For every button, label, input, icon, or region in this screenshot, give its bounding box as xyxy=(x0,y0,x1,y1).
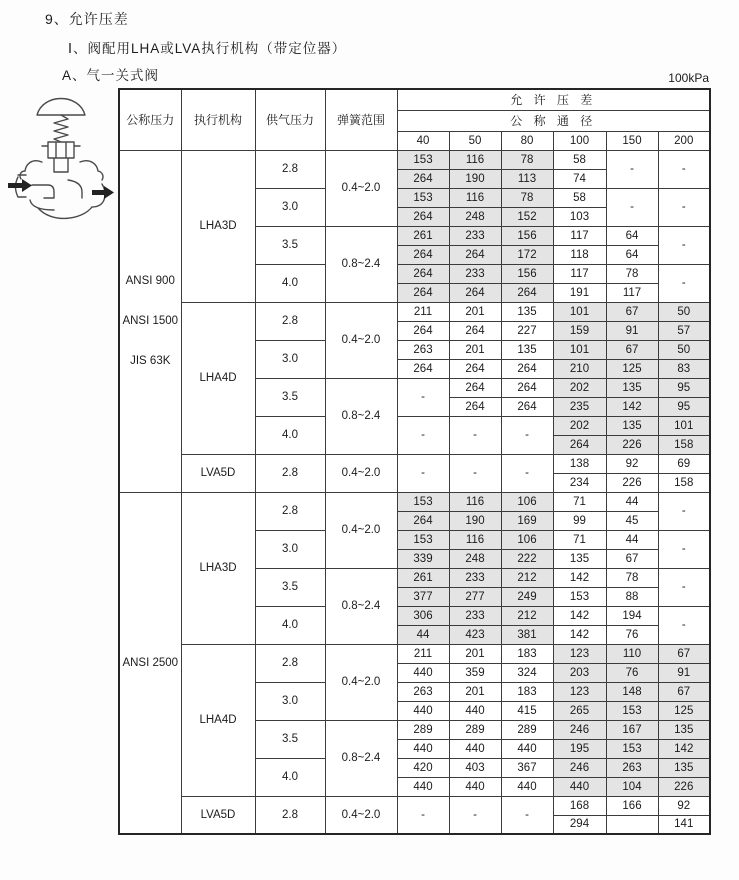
dp-value-cell: 367 xyxy=(501,758,553,777)
flow-arrow-left-icon xyxy=(8,179,32,192)
dp-value-cell: 264 xyxy=(397,245,449,264)
dp-value-cell: 440 xyxy=(501,739,553,758)
dp-value-cell: 78 xyxy=(501,188,553,207)
dp-value-cell: 190 xyxy=(449,511,501,530)
dp-value-cell: 58 xyxy=(553,188,606,207)
dp-value-cell: 210 xyxy=(553,359,606,378)
dp-value-cell: 116 xyxy=(449,188,501,207)
dp-value-cell: 141 xyxy=(658,815,710,834)
dp-value-cell: 135 xyxy=(606,416,658,435)
dp-value-cell: 117 xyxy=(553,226,606,245)
dp-value-cell: 106 xyxy=(501,492,553,511)
dp-value-cell: 142 xyxy=(553,625,606,644)
dp-value-cell: 194 xyxy=(606,606,658,625)
dp-value-cell: 76 xyxy=(606,663,658,682)
dp-value-cell: 118 xyxy=(553,245,606,264)
dp-value-cell: 64 xyxy=(606,226,658,245)
supply-pressure-cell: 4.0 xyxy=(255,606,325,644)
dp-na-cell: - xyxy=(449,416,501,454)
valve-type-label: A、气一关式阀 xyxy=(62,68,160,83)
dp-value-cell: 212 xyxy=(501,568,553,587)
col-header-dn-100: 100 xyxy=(553,131,606,150)
dp-value-cell: 235 xyxy=(553,397,606,416)
dp-value-cell: 233 xyxy=(449,568,501,587)
supply-pressure-cell: 4.0 xyxy=(255,416,325,454)
dp-value-cell: 58 xyxy=(553,150,606,169)
dp-na-cell: - xyxy=(501,416,553,454)
dp-value-cell: 125 xyxy=(658,701,710,720)
dp-value-cell: 233 xyxy=(449,264,501,283)
dp-value-cell: 306 xyxy=(397,606,449,625)
dp-value-cell: 71 xyxy=(553,530,606,549)
dp-value-cell: 153 xyxy=(606,701,658,720)
dp-value-cell: 57 xyxy=(658,321,710,340)
dp-value-cell: 403 xyxy=(449,758,501,777)
dp-value-cell: 248 xyxy=(449,549,501,568)
dp-value-cell: 264 xyxy=(449,359,501,378)
dp-value-cell: 227 xyxy=(501,321,553,340)
dp-value-cell: 222 xyxy=(501,549,553,568)
dp-value-cell: 440 xyxy=(501,777,553,796)
supply-pressure-cell: 4.0 xyxy=(255,758,325,796)
dp-value-cell: 420 xyxy=(397,758,449,777)
dp-value-cell: 142 xyxy=(606,397,658,416)
dp-value-cell: 135 xyxy=(501,302,553,321)
dp-na-cell: - xyxy=(658,264,710,302)
dp-value-cell: 233 xyxy=(449,226,501,245)
dp-value-cell: 95 xyxy=(658,378,710,397)
dp-value-cell: 440 xyxy=(553,777,606,796)
dp-value-cell: 78 xyxy=(606,568,658,587)
dp-value-cell: 67 xyxy=(606,302,658,321)
dp-value-cell: 264 xyxy=(501,359,553,378)
dp-value-cell: 246 xyxy=(553,720,606,739)
col-header-dn-40: 40 xyxy=(397,131,449,150)
dp-value-cell: 183 xyxy=(501,682,553,701)
col-header-dn-80: 80 xyxy=(501,131,553,150)
dp-value-cell: 264 xyxy=(397,283,449,302)
actuator-cell: LHA3D xyxy=(181,492,255,644)
dp-value-cell: 125 xyxy=(606,359,658,378)
dp-value-cell: 116 xyxy=(449,530,501,549)
dp-value-cell: 50 xyxy=(658,302,710,321)
supply-pressure-cell: 2.8 xyxy=(255,454,325,492)
supply-pressure-cell: 4.0 xyxy=(255,264,325,302)
col-header-spring-range: 弹簧范围 xyxy=(325,89,397,150)
dp-value-cell: 377 xyxy=(397,587,449,606)
dp-value-cell: 76 xyxy=(606,625,658,644)
dp-value-cell: 201 xyxy=(449,302,501,321)
dp-value-cell: 248 xyxy=(449,207,501,226)
dp-na-cell: - xyxy=(397,454,449,492)
dp-value-cell: 148 xyxy=(606,682,658,701)
dp-na-cell: - xyxy=(658,188,710,226)
supply-pressure-cell: 3.0 xyxy=(255,530,325,568)
dp-value-cell: 117 xyxy=(606,283,658,302)
col-header-dn-150: 150 xyxy=(606,131,658,150)
spring-range-cell: 0.4~2.0 xyxy=(325,150,397,226)
pressure-class-cell xyxy=(119,150,181,492)
dp-value-cell: 45 xyxy=(606,511,658,530)
dp-value-cell: 264 xyxy=(501,397,553,416)
dp-value-cell: 92 xyxy=(606,454,658,473)
dp-value-cell: 264 xyxy=(449,283,501,302)
table-row xyxy=(119,492,710,511)
dp-value-cell: 339 xyxy=(397,549,449,568)
dp-na-cell: - xyxy=(397,796,449,834)
spring-range-cell: 0.4~2.0 xyxy=(325,302,397,378)
dp-value-cell: 67 xyxy=(606,549,658,568)
dp-value-cell: 74 xyxy=(553,169,606,188)
dp-na-cell: - xyxy=(397,416,449,454)
dp-na-cell: - xyxy=(658,606,710,644)
dp-na-cell: - xyxy=(658,530,710,568)
dp-na-cell: - xyxy=(397,378,449,416)
dp-value-cell: 168 xyxy=(553,796,606,815)
dp-value-cell: 264 xyxy=(501,283,553,302)
dp-value-cell: 423 xyxy=(449,625,501,644)
dp-value-cell: 153 xyxy=(397,150,449,169)
dp-value-cell: 64 xyxy=(606,245,658,264)
dp-value-cell: 113 xyxy=(501,169,553,188)
dp-value-cell: 263 xyxy=(397,340,449,359)
dp-value-cell: 135 xyxy=(658,758,710,777)
supply-pressure-cell: 3.5 xyxy=(255,720,325,758)
dp-value-cell: 415 xyxy=(501,701,553,720)
dp-value-cell: 264 xyxy=(553,435,606,454)
dp-value-cell: 78 xyxy=(606,264,658,283)
dp-value-cell: 44 xyxy=(397,625,449,644)
dp-value-cell: 183 xyxy=(501,644,553,663)
dp-value-cell: 226 xyxy=(606,473,658,492)
dp-value-cell: 101 xyxy=(553,340,606,359)
flow-arrow-right-icon xyxy=(92,186,114,199)
dp-value-cell: 264 xyxy=(397,264,449,283)
supply-pressure-cell: 3.0 xyxy=(255,682,325,720)
dp-value-cell: 202 xyxy=(553,378,606,397)
dp-value-cell: 264 xyxy=(501,378,553,397)
dp-value-cell: 264 xyxy=(397,207,449,226)
spring-range-cell: 0.8~2.4 xyxy=(325,378,397,454)
col-header-actuator: 执行机构 xyxy=(181,89,255,150)
dp-value-cell: 261 xyxy=(397,226,449,245)
dp-value-cell: 190 xyxy=(449,169,501,188)
pressure-class-cell: ANSI 2500 xyxy=(119,492,181,834)
dp-value-cell: 440 xyxy=(449,777,501,796)
table-row xyxy=(119,454,710,473)
spring-range-cell: 0.4~2.0 xyxy=(325,644,397,720)
dp-value-cell: 153 xyxy=(397,492,449,511)
dp-value-cell: 202 xyxy=(553,416,606,435)
dp-value-cell: 117 xyxy=(553,264,606,283)
dp-value-cell: 158 xyxy=(658,473,710,492)
supply-pressure-cell: 2.8 xyxy=(255,796,325,834)
table-header-row xyxy=(119,89,710,110)
dp-value-cell: 91 xyxy=(658,663,710,682)
dp-value-cell: 50 xyxy=(658,340,710,359)
dp-value-cell: 263 xyxy=(606,758,658,777)
dp-value-cell: 78 xyxy=(501,150,553,169)
dp-value-cell: 142 xyxy=(658,739,710,758)
spring-range-cell: 0.4~2.0 xyxy=(325,796,397,834)
dp-value-cell: 264 xyxy=(397,511,449,530)
dp-value-cell: 246 xyxy=(553,758,606,777)
dp-value-cell: 264 xyxy=(449,378,501,397)
dp-value-cell: 294 xyxy=(553,815,606,834)
section-title: Ⅰ、阀配用LHA或LVA执行机构（带定位器） xyxy=(68,41,347,56)
dp-value-cell: 166 xyxy=(606,796,658,815)
actuator-spring-icon xyxy=(54,115,68,142)
dp-value-cell: 110 xyxy=(606,644,658,663)
dp-value-cell: 249 xyxy=(501,587,553,606)
dp-na-cell: - xyxy=(501,454,553,492)
spring-range-cell: 0.8~2.4 xyxy=(325,720,397,796)
dp-value-cell: 211 xyxy=(397,302,449,321)
dp-value-cell: 67 xyxy=(658,644,710,663)
dp-value-cell: 381 xyxy=(501,625,553,644)
dp-value-cell: 324 xyxy=(501,663,553,682)
dp-value-cell: 153 xyxy=(606,739,658,758)
dp-value-cell: 67 xyxy=(606,340,658,359)
col-header-dn-50: 50 xyxy=(449,131,501,150)
dp-value-cell: 261 xyxy=(397,568,449,587)
dp-value-cell: 289 xyxy=(449,720,501,739)
dp-value-cell: 69 xyxy=(658,454,710,473)
table-row xyxy=(119,150,710,169)
dp-value-cell: 289 xyxy=(397,720,449,739)
actuator-cell: LVA5D xyxy=(181,454,255,492)
dp-na-cell: - xyxy=(449,796,501,834)
dp-value-cell: 264 xyxy=(449,321,501,340)
dp-value-cell: 440 xyxy=(449,739,501,758)
pressure-class-line: ANSI 900 xyxy=(125,275,175,287)
dp-value-cell: 123 xyxy=(553,644,606,663)
page-title: 9、允许压差 xyxy=(45,11,129,27)
dp-value-cell: 289 xyxy=(501,720,553,739)
dp-na-cell: - xyxy=(606,150,658,188)
spring-range-cell: 0.8~2.4 xyxy=(325,568,397,644)
pressure-class-line: ANSI 1500 xyxy=(122,315,179,327)
dp-value-cell: 95 xyxy=(658,397,710,416)
dp-value-cell: 142 xyxy=(553,568,606,587)
dp-na-cell: - xyxy=(501,796,553,834)
dp-empty-cell xyxy=(606,815,658,834)
actuator-cell: LHA4D xyxy=(181,644,255,796)
dp-na-cell: - xyxy=(449,454,501,492)
pneumatic-valve-diagram-icon xyxy=(4,88,119,228)
supply-pressure-cell: 3.0 xyxy=(255,340,325,378)
dp-na-cell: - xyxy=(658,226,710,264)
actuator-cell: LHA3D xyxy=(181,150,255,302)
dp-value-cell: 195 xyxy=(553,739,606,758)
dp-value-cell: 359 xyxy=(449,663,501,682)
dp-value-cell: 116 xyxy=(449,150,501,169)
dp-value-cell: 135 xyxy=(606,378,658,397)
dp-value-cell: 92 xyxy=(658,796,710,815)
dp-value-cell: 101 xyxy=(553,302,606,321)
dp-value-cell: 135 xyxy=(501,340,553,359)
table-row xyxy=(119,796,710,815)
dp-value-cell: 138 xyxy=(553,454,606,473)
dp-value-cell: 234 xyxy=(553,473,606,492)
dp-na-cell: - xyxy=(606,188,658,226)
dp-value-cell: 201 xyxy=(449,644,501,663)
dp-value-cell: 212 xyxy=(501,606,553,625)
dp-value-cell: 156 xyxy=(501,226,553,245)
pressure-class-line: JIS 63K xyxy=(130,355,171,367)
supply-pressure-cell: 3.5 xyxy=(255,378,325,416)
dp-value-cell: 172 xyxy=(501,245,553,264)
table-row xyxy=(119,644,710,663)
dp-value-cell: 88 xyxy=(606,587,658,606)
dp-value-cell: 440 xyxy=(397,701,449,720)
dp-value-cell: 158 xyxy=(658,435,710,454)
dp-value-cell: 71 xyxy=(553,492,606,511)
dp-value-cell: 264 xyxy=(449,245,501,264)
dp-value-cell: 201 xyxy=(449,340,501,359)
supply-pressure-cell: 2.8 xyxy=(255,150,325,188)
dp-value-cell: 91 xyxy=(606,321,658,340)
supply-pressure-cell: 3.5 xyxy=(255,226,325,264)
dp-value-cell: 135 xyxy=(658,720,710,739)
pressure-table-body xyxy=(119,150,710,834)
supply-pressure-cell: 2.8 xyxy=(255,644,325,682)
dp-value-cell: 201 xyxy=(449,682,501,701)
dp-value-cell: 116 xyxy=(449,492,501,511)
dp-value-cell: 153 xyxy=(397,188,449,207)
spring-range-cell: 0.4~2.0 xyxy=(325,492,397,568)
valve-bonnet-icon xyxy=(42,142,80,172)
dp-value-cell: 233 xyxy=(449,606,501,625)
dp-value-cell: 264 xyxy=(397,169,449,188)
dp-value-cell: 191 xyxy=(553,283,606,302)
dp-value-cell: 263 xyxy=(397,682,449,701)
supply-pressure-cell: 2.8 xyxy=(255,492,325,530)
col-header-nominal-diameter: 公 称 通 径 xyxy=(397,110,710,131)
dp-value-cell: 440 xyxy=(397,663,449,682)
dp-value-cell: 159 xyxy=(553,321,606,340)
spring-range-cell: 0.4~2.0 xyxy=(325,454,397,492)
dp-value-cell: 44 xyxy=(606,492,658,511)
supply-pressure-cell: 3.0 xyxy=(255,188,325,226)
allowable-pressure-differential-table xyxy=(118,88,711,835)
dp-value-cell: 264 xyxy=(397,359,449,378)
dp-value-cell: 135 xyxy=(553,549,606,568)
dp-value-cell: 264 xyxy=(449,397,501,416)
col-header-supply-pressure: 供气压力 xyxy=(255,89,325,150)
dp-value-cell: 226 xyxy=(606,435,658,454)
dp-value-cell: 169 xyxy=(501,511,553,530)
valve-body-icon xyxy=(16,161,106,219)
dp-na-cell: - xyxy=(658,150,710,188)
dp-value-cell: 211 xyxy=(397,644,449,663)
dp-value-cell: 156 xyxy=(501,264,553,283)
actuator-dome-icon xyxy=(37,99,85,116)
dp-value-cell: 440 xyxy=(397,777,449,796)
dp-value-cell: 106 xyxy=(501,530,553,549)
dp-value-cell: 123 xyxy=(553,682,606,701)
actuator-cell: LHA4D xyxy=(181,302,255,454)
dp-value-cell: 226 xyxy=(658,777,710,796)
dp-value-cell: 153 xyxy=(397,530,449,549)
supply-pressure-cell: 3.5 xyxy=(255,568,325,606)
dp-na-cell: - xyxy=(658,492,710,530)
dp-value-cell: 167 xyxy=(606,720,658,739)
dp-value-cell: 44 xyxy=(606,530,658,549)
dp-value-cell: 265 xyxy=(553,701,606,720)
spring-range-cell: 0.8~2.4 xyxy=(325,226,397,302)
col-header-nominal-pressure: 公称压力 xyxy=(119,89,181,150)
dp-value-cell: 99 xyxy=(553,511,606,530)
dp-value-cell: 203 xyxy=(553,663,606,682)
dp-value-cell: 67 xyxy=(658,682,710,701)
dp-value-cell: 83 xyxy=(658,359,710,378)
dp-value-cell: 153 xyxy=(553,587,606,606)
col-header-dn-200: 200 xyxy=(658,131,710,150)
dp-na-cell: - xyxy=(658,568,710,606)
actuator-cell: LVA5D xyxy=(181,796,255,834)
dp-value-cell: 101 xyxy=(658,416,710,435)
dp-value-cell: 264 xyxy=(397,321,449,340)
dp-value-cell: 142 xyxy=(553,606,606,625)
dp-value-cell: 103 xyxy=(553,207,606,226)
dp-value-cell: 277 xyxy=(449,587,501,606)
table-row xyxy=(119,302,710,321)
col-header-allowable-dp: 允 许 压 差 xyxy=(397,89,710,110)
supply-pressure-cell: 2.8 xyxy=(255,302,325,340)
unit-label: 100kPa xyxy=(668,71,709,85)
dp-value-cell: 440 xyxy=(397,739,449,758)
dp-value-cell: 104 xyxy=(606,777,658,796)
dp-value-cell: 152 xyxy=(501,207,553,226)
dp-value-cell: 440 xyxy=(449,701,501,720)
